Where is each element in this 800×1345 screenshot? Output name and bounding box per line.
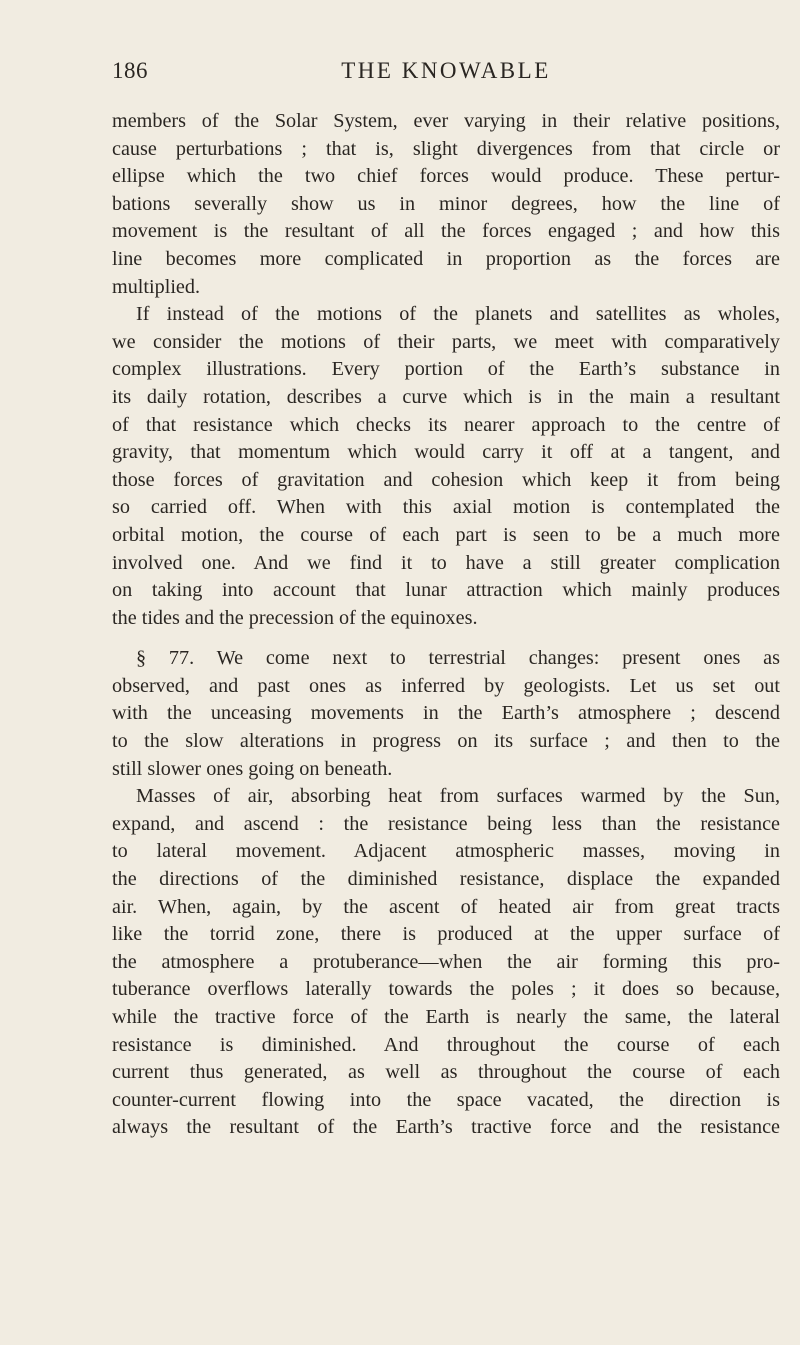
text-line: orbital motion, the course of each part is seen to be a much more [112, 523, 780, 546]
text-line: line becomes more complicated in proportion as the forces are [112, 247, 780, 270]
text-line: to the slow alterations in progress on its surface ; and then to the [112, 730, 780, 753]
text-line: counter-current flowing into the space vacated, the direction is [112, 1088, 780, 1111]
paragraph-air-masses [112, 783, 780, 1142]
text-line: we consider the motions of their parts, we meet with comparatively [112, 330, 780, 353]
text-line: complex illustrations. Every portion of the Earth’s substance in [112, 358, 780, 381]
body-text [112, 108, 780, 1142]
paragraph-solar-perturbations [112, 108, 780, 301]
text-line: involved one. And we find it to have a still greater complication [112, 551, 780, 574]
text-line: movement is the resultant of all the forces engaged ; and how this [112, 220, 780, 243]
text-line: still slower ones going on beneath. [112, 757, 393, 780]
text-line: Masses of air, absorbing heat from surfaces warmed by the Sun, [136, 785, 780, 808]
text-line: current thus generated, as well as throughout the course of each [112, 1061, 780, 1084]
section-gap [112, 632, 780, 645]
text-line: gravity, that momentum which would carry it off at a tangent, and [112, 441, 780, 464]
text-line: the tides and the precession of the equinoxes. [112, 606, 478, 629]
text-line: ellipse which the two chief forces would produce. These pertur- [112, 165, 780, 188]
text-line: with the unceasing movements in the Earth’s atmosphere ; descend [112, 702, 780, 725]
paragraph-section-77 [112, 645, 780, 783]
text-line: always the resultant of the Earth’s tractive force and the resistance [112, 1116, 780, 1139]
text-line: members of the Solar System, ever varying in their relative positions, [112, 110, 780, 132]
text-line: resistance is diminished. And throughout the course of each [112, 1033, 780, 1056]
page-header [112, 58, 780, 88]
text-line: the directions of the diminished resistance, displace the expanded [112, 868, 780, 891]
text-line: If instead of the motions of the planets and satellites as wholes, [136, 303, 780, 326]
text-line: bations severally show us in minor degrees, how the line of [112, 192, 780, 215]
text-line: the atmosphere a protuberance—when the air forming this pro- [112, 950, 780, 973]
text-line: cause perturbations ; that is, slight divergences from that circle or [112, 137, 780, 160]
running-head: THE KNOWABLE [341, 58, 551, 83]
paragraph-planet-parts [112, 301, 780, 632]
text-line: on taking into account that lunar attraction which mainly produces [112, 579, 780, 602]
text-line: while the tractive force of the Earth is nearly the same, the lateral [112, 1006, 780, 1028]
text-line: its daily rotation, describes a curve which is in the main a resultant [112, 385, 780, 408]
section-line: § 77. We come next to terrestrial changes: present ones as [136, 647, 780, 670]
text-line: of that resistance which checks its nearer approach to the centre of [112, 413, 780, 436]
text-line: tuberance overflows laterally towards the poles ; it does so because, [112, 978, 780, 1001]
text-line: expand, and ascend : the resistance being less than the resistance [112, 812, 780, 835]
text-line: multiplied. [112, 275, 201, 298]
text-line: like the torrid zone, there is produced at the upper surface of [112, 923, 780, 946]
text-line: so carried off. When with this axial motion is contemplated the [112, 496, 780, 519]
text-line: observed, and past ones as inferred by geologists. Let us set out [112, 674, 780, 697]
text-line: those forces of gravitation and cohesion which keep it from being [112, 468, 780, 491]
page-number: 186 [112, 58, 148, 83]
text-line: to lateral movement. Adjacent atmospheric masses, moving in [112, 840, 780, 863]
text-line: air. When, again, by the ascent of heated air from great tracts [112, 895, 780, 918]
